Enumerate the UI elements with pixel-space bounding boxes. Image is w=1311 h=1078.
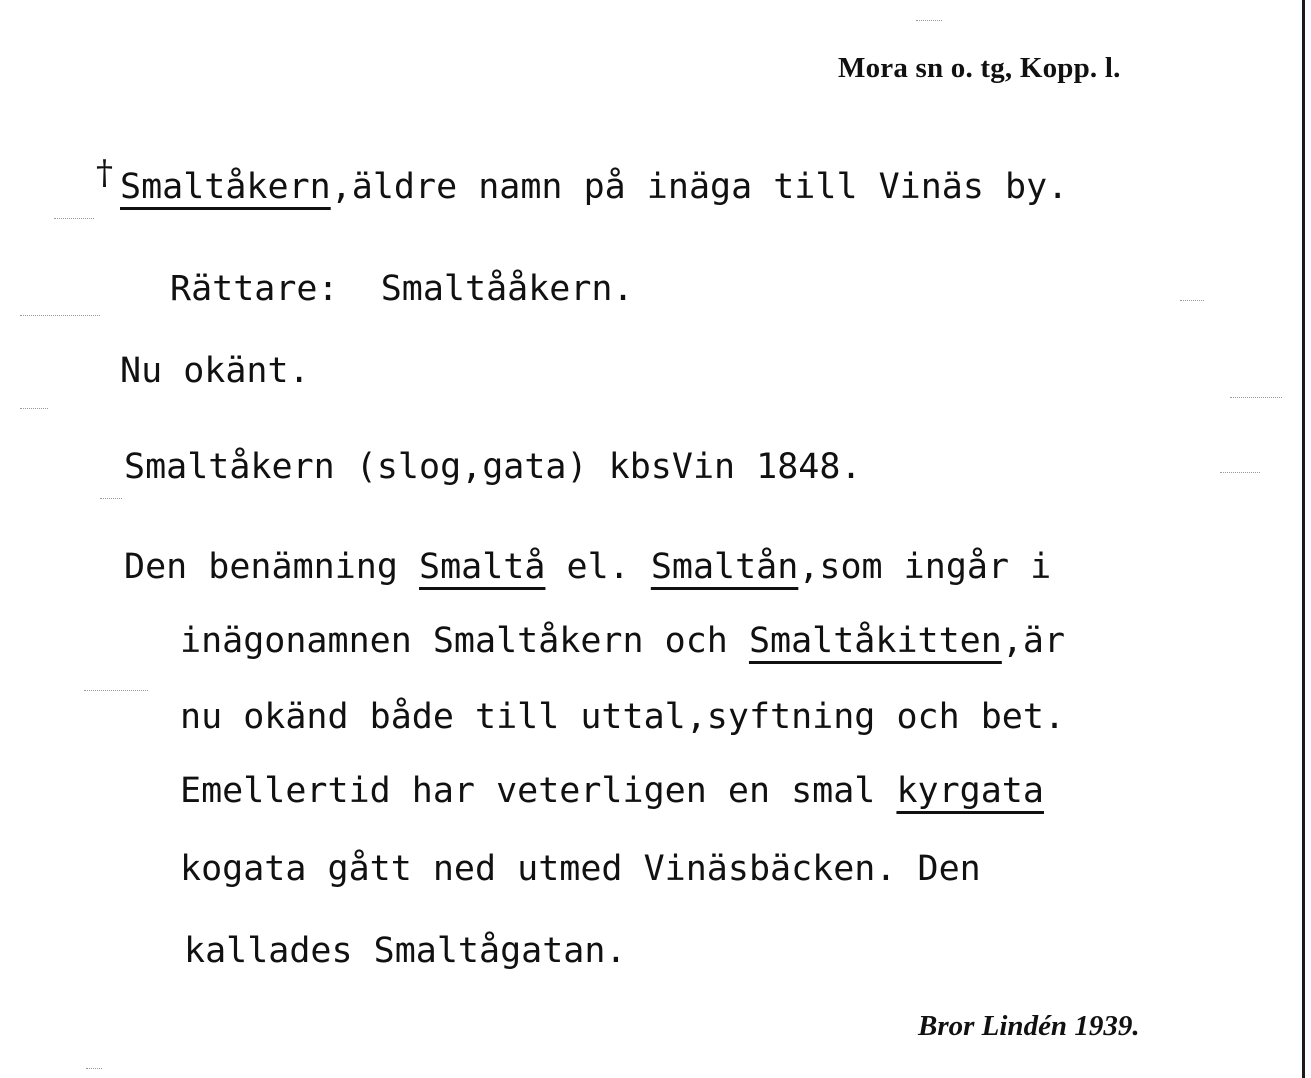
underlined-term: Smaltåkitten (748, 621, 1002, 661)
scan-speck (84, 690, 148, 691)
card-header: Mora sn o. tg, Kopp. l. (838, 52, 1121, 84)
underlined-term: Smaltån (650, 547, 799, 587)
scan-speck (1220, 472, 1260, 473)
scan-speck (54, 218, 94, 219)
signature: Bror Lindén 1939. (918, 1010, 1140, 1042)
headword-line (120, 167, 1069, 207)
para-text: ,som ingår i (798, 547, 1052, 587)
paragraph-line-2 (180, 621, 1066, 661)
para-text: ,är (1001, 621, 1066, 661)
scan-speck (20, 408, 48, 409)
paragraph-line-4 (180, 771, 1044, 811)
scan-speck (1180, 300, 1204, 301)
headword-definition: ,äldre namn på inäga till Vinäs by. (330, 167, 1069, 207)
paragraph-line-1 (124, 547, 1052, 587)
rattare-line: Rättare: Smaltååkern. (170, 269, 634, 309)
para-text: el. (545, 547, 651, 587)
para-text: Emellertid har veterligen en smal (180, 771, 897, 811)
status-line: Nu okänt. (120, 351, 310, 391)
scan-speck (100, 498, 122, 499)
paragraph-line-3: nu okänd både till uttal,syftning och bet. (180, 697, 1066, 737)
paragraph-line-5: kogata gått ned utmed Vinäsbäcken. Den (180, 849, 981, 889)
scan-speck (916, 20, 942, 21)
para-text: Den benämning (124, 547, 420, 587)
underlined-term: kyrgata (896, 771, 1044, 811)
scan-speck (20, 315, 100, 316)
scan-speck (1230, 397, 1282, 398)
underlined-term: Smaltå (419, 547, 546, 587)
scan-speck (86, 1068, 102, 1069)
card-right-edge (1302, 0, 1305, 1078)
source-line: Smaltåkern (slog,gata) kbsVin 1848. (124, 447, 862, 487)
dagger-mark: † (96, 153, 113, 193)
headword: Smaltåkern (120, 167, 331, 207)
paragraph-line-6: kallades Smaltågatan. (184, 931, 627, 971)
para-text: inägonamnen Smaltåkern och (180, 621, 749, 661)
